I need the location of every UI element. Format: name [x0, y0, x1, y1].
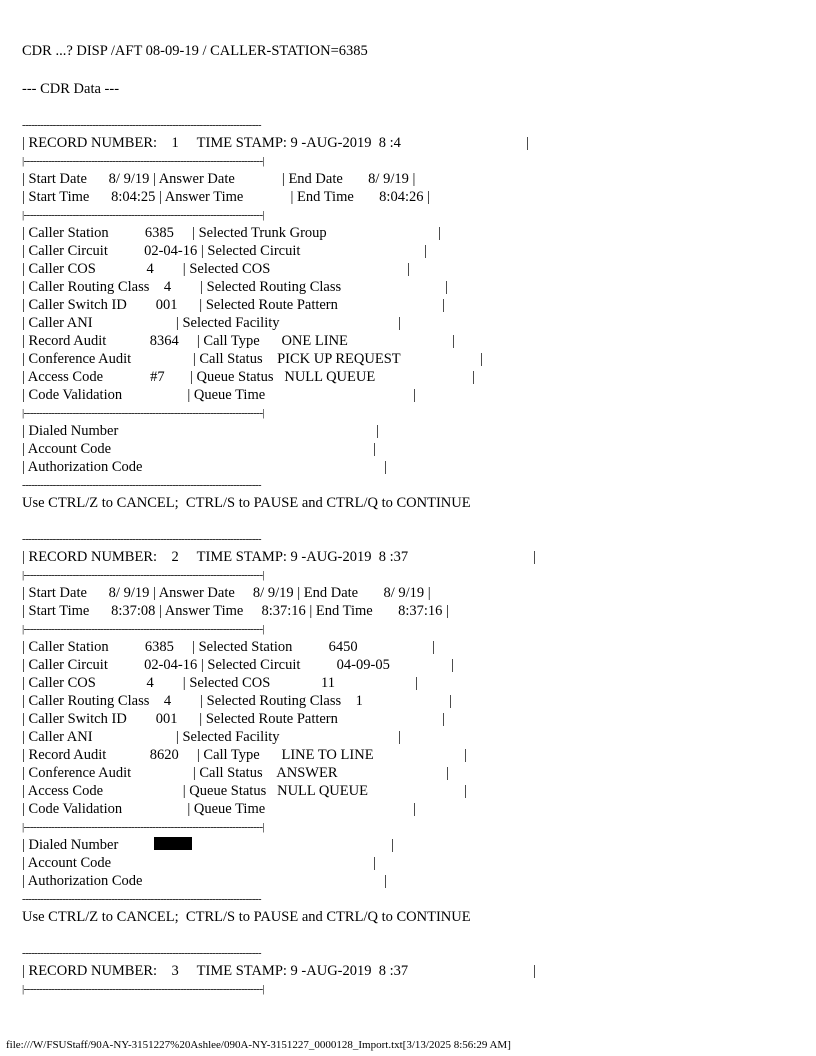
record-1-dialed-number: | Dialed Number: [22, 423, 119, 439]
row-end-bar: |: [424, 243, 427, 259]
record-1-authorization-code: | Authorization Code: [22, 459, 143, 475]
record-2-times: | Start Time 8:37:08 | Answer Time 8:37:16 | End Time 8:37:16 |: [22, 603, 449, 619]
record-1-row: | Code Validation | Queue Time: [22, 387, 266, 403]
row-end-bar: |: [472, 369, 475, 385]
row-end-bar: |: [452, 333, 455, 349]
rule-line: ------------------------------------------------------------------------------: [22, 947, 261, 959]
record-1-row: | Caller Station 6385 | Selected Trunk Group: [22, 225, 327, 241]
inner-rule-line: |------------------------------------------------------------------------------|: [22, 569, 265, 581]
row-end-bar: |: [376, 423, 379, 439]
record-2-row: | Access Code | Queue Status NULL QUEUE: [22, 783, 368, 799]
rule-line: ------------------------------------------------------------------------------: [22, 119, 261, 131]
record-2-row: | Conference Audit | Call Status ANSWER: [22, 765, 338, 781]
record-1-title-bar: |: [526, 135, 529, 151]
row-end-bar: |: [413, 801, 416, 817]
inner-rule-line: |------------------------------------------------------------------------------|: [22, 983, 265, 995]
record-3-title-bar: |: [533, 963, 536, 979]
record-1-row: | Caller Circuit 02-04-16 | Selected Circuit: [22, 243, 301, 259]
row-end-bar: |: [384, 459, 387, 475]
record-3-title: | RECORD NUMBER: 3 TIME STAMP: 9 -AUG-2019 8 :37: [22, 963, 409, 979]
record-2-dialed-number: | Dialed Number: [22, 837, 119, 853]
record-2-row: | Caller Switch ID 001 | Selected Route Pattern: [22, 711, 338, 727]
inner-rule-line: |------------------------------------------------------------------------------|: [22, 821, 265, 833]
record-2-dates: | Start Date 8/ 9/19 | Answer Date 8/ 9/19 | End Date 8/ 9/19 |: [22, 585, 431, 601]
record-2-row: | Caller Circuit 02-04-16 | Selected Circuit 04-09-05: [22, 657, 390, 673]
row-end-bar: |: [398, 315, 401, 331]
row-end-bar: |: [407, 261, 410, 277]
inner-rule-line: |------------------------------------------------------------------------------|: [22, 623, 265, 635]
footer-file-path: file:///W/FSUStaff/90A-NY-3151227%20Ashlee/090A-NY-3151227_0000128_Import.txt[3/13/2025 8:56:29 AM]: [6, 1039, 511, 1051]
row-end-bar: |: [446, 765, 449, 781]
row-end-bar: |: [384, 873, 387, 889]
record-2-authorization-code: | Authorization Code: [22, 873, 143, 889]
record-2-title-bar: |: [533, 549, 536, 565]
record-1-row: | Caller ANI | Selected Facility: [22, 315, 280, 331]
record-1-row: | Conference Audit | Call Status PICK UP REQUEST: [22, 351, 401, 367]
record-1-times: | Start Time 8:04:25 | Answer Time | End Time 8:04:26 |: [22, 189, 431, 205]
row-end-bar: |: [398, 729, 401, 745]
rule-line: ------------------------------------------------------------------------------: [22, 479, 261, 491]
record-2-row: | Caller ANI | Selected Facility: [22, 729, 280, 745]
record-1-dates: | Start Date 8/ 9/19 | Answer Date | End Date 8/ 9/19 |: [22, 171, 416, 187]
record-1-row: | Caller Switch ID 001 | Selected Route Pattern: [22, 297, 338, 313]
record-1-title: | RECORD NUMBER: 1 TIME STAMP: 9 -AUG-2019 8 :4: [22, 135, 401, 151]
row-end-bar: |: [438, 225, 441, 241]
row-end-bar: |: [415, 675, 418, 691]
record-2-row: | Record Audit 8620 | Call Type LINE TO LINE: [22, 747, 374, 763]
command-line: CDR ...? DISP /AFT 08-09-19 / CALLER-STATION=6385: [22, 43, 368, 59]
row-end-bar: |: [373, 441, 376, 457]
record-1-prompt: Use CTRL/Z to CANCEL; CTRL/S to PAUSE and CTRL/Q to CONTINUE: [22, 495, 471, 511]
inner-rule-line: |------------------------------------------------------------------------------|: [22, 209, 265, 221]
row-end-bar: |: [413, 387, 416, 403]
record-1-row: | Record Audit 8364 | Call Type ONE LINE: [22, 333, 348, 349]
rule-line: ------------------------------------------------------------------------------: [22, 893, 261, 905]
record-2-account-code: | Account Code: [22, 855, 112, 871]
record-1-row: | Access Code #7 | Queue Status NULL QUEUE: [22, 369, 376, 385]
record-2-row: | Code Validation | Queue Time: [22, 801, 266, 817]
record-1-account-code: | Account Code: [22, 441, 112, 457]
record-2-prompt: Use CTRL/Z to CANCEL; CTRL/S to PAUSE and CTRL/Q to CONTINUE: [22, 909, 471, 925]
row-end-bar: |: [449, 693, 452, 709]
row-end-bar: |: [464, 747, 467, 763]
row-end-bar: |: [432, 639, 435, 655]
row-end-bar: |: [442, 297, 445, 313]
row-end-bar: |: [391, 837, 394, 853]
record-2-row: | Caller Routing Class 4 | Selected Routing Class 1: [22, 693, 363, 709]
record-2-row: | Caller COS 4 | Selected COS 11: [22, 675, 335, 691]
record-1-row: | Caller Routing Class 4 | Selected Routing Class: [22, 279, 342, 295]
row-end-bar: |: [464, 783, 467, 799]
rule-line: ------------------------------------------------------------------------------: [22, 533, 261, 545]
row-end-bar: |: [451, 657, 454, 673]
record-2-row: | Caller Station 6385 | Selected Station 6450: [22, 639, 358, 655]
row-end-bar: |: [480, 351, 483, 367]
row-end-bar: |: [442, 711, 445, 727]
section-title: --- CDR Data ---: [22, 81, 120, 97]
inner-rule-line: |------------------------------------------------------------------------------|: [22, 407, 265, 419]
record-2-title: | RECORD NUMBER: 2 TIME STAMP: 9 -AUG-2019 8 :37: [22, 549, 409, 565]
redaction-block: [154, 836, 192, 854]
row-end-bar: |: [373, 855, 376, 871]
row-end-bar: |: [445, 279, 448, 295]
inner-rule-line: |------------------------------------------------------------------------------|: [22, 155, 265, 167]
record-1-row: | Caller COS 4 | Selected COS: [22, 261, 271, 277]
